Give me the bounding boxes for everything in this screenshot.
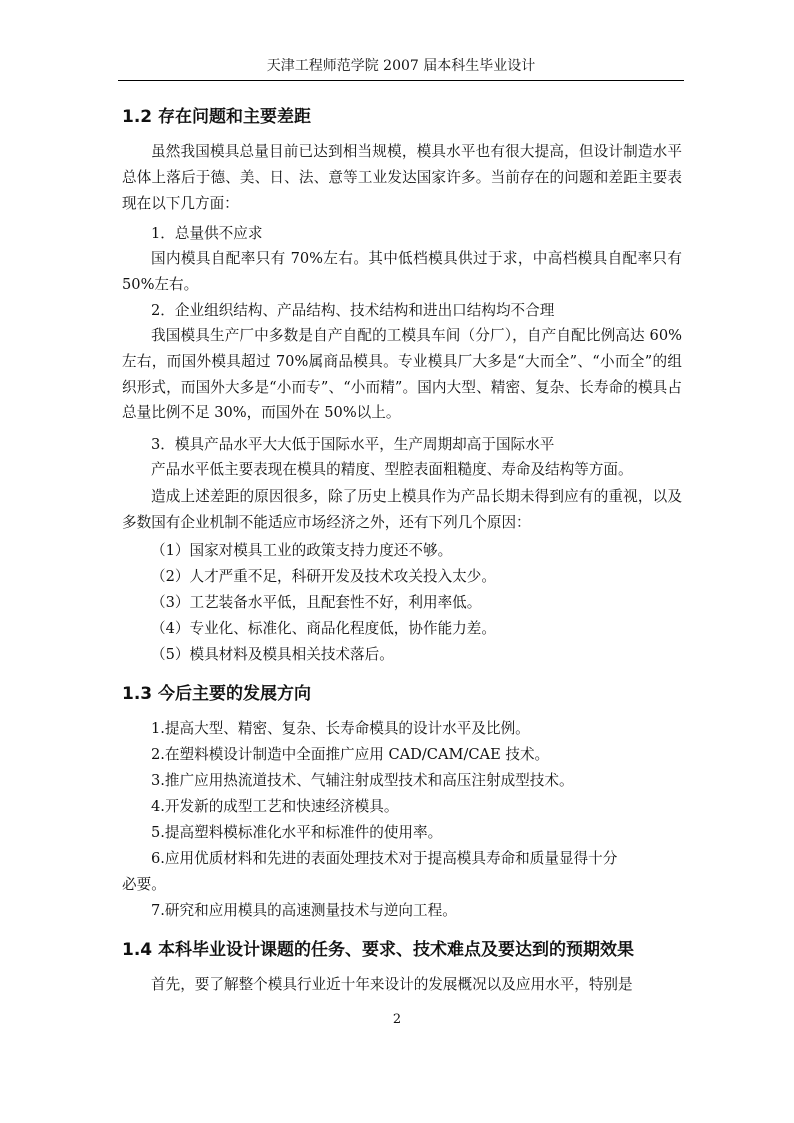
running-header: 天津工程师范学院 2007 届本科生毕业设计 [266, 58, 536, 74]
direction-item-6-line-2: 必要。 [122, 876, 166, 893]
direction-item: 2.在塑料模设计制造中全面推广应用 CAD/CAM/CAE 技术。 [151, 746, 550, 763]
cause-item: （5）模具材料及模具相关技术落后。 [151, 646, 394, 663]
section-1-2-intro: 虽然我国模具总量目前已达到相当规模，模具水平也有很大提高，但设计制造水平总体上落后于德、美、日、法、意等工业发达国家许多。当前存在的问题和差距主要表现在以下几方面： [122, 143, 682, 212]
direction-item: 5.提高塑料模标准化水平和标准件的使用率。 [151, 824, 443, 841]
header-divider [118, 80, 684, 81]
direction-item: 1.提高大型、精密、复杂、长寿命模具的设计水平及比例。 [151, 720, 530, 737]
item-1-body: 国内模具自配率只有 70%左右。其中低档模具供过于求，中高档模具自配率只有 50%左右。 [122, 250, 682, 293]
cause-item: （3）工艺装备水平低，且配套性不好，利用率低。 [151, 594, 482, 611]
item-2-title: 2．企业组织结构、产品结构、技术结构和进出口结构均不合理 [151, 302, 555, 319]
cause-item: （2）人才严重不足，科研开发及技术攻关投入太少。 [151, 568, 496, 585]
causes-intro: 造成上述差距的原因很多，除了历史上模具作为产品长期未得到应有的重视，以及多数国有企业机制不能适应市场经济之外，还有下列几个原因： [122, 488, 682, 531]
direction-item: 3.推广应用热流道技术、气辅注射成型技术和高压注射成型技术。 [151, 772, 574, 789]
direction-item: 7.研究和应用模具的高速测量技术与逆向工程。 [151, 902, 457, 919]
section-1-4-first-line: 首先，要了解整个模具行业近十年来设计的发展概况以及应用水平，特别是 [151, 976, 633, 993]
page-number: 2 [392, 1012, 402, 1027]
section-heading-1-3: 1.3 今后主要的发展方向 [122, 684, 312, 704]
item-3-body: 产品水平低主要表现在模具的精度、型腔表面粗糙度、寿命及结构等方面。 [151, 461, 633, 478]
item-2-body: 我国模具生产厂中多数是自产自配的工模具车间（分厂），自产自配比例高达 60%左右，而国外模具超过 70%属商品模具。专业模具厂大多是“大而全”、“小而全”的组织形式，而国外大多是“小而专”、“小而精”。国内大型、精密、复杂、长寿命的模具占总量比例不足 30%，而国外在 50%以上。 [122, 327, 682, 422]
item-1-title: 1．总量供不应求 [151, 225, 263, 242]
section-heading-1-4: 1.4 本科毕业设计课题的任务、要求、技术难点及要达到的预期效果 [122, 940, 635, 960]
item-3-title: 3．模具产品水平大大低于国际水平，生产周期却高于国际水平 [151, 436, 555, 453]
cause-item: （1）国家对模具工业的政策支持力度还不够。 [151, 542, 453, 559]
direction-item: 4.开发新的成型工艺和快速经济模具。 [151, 798, 399, 815]
section-heading-1-2: 1.2 存在问题和主要差距 [122, 107, 312, 127]
direction-item-6-line-1: 6.应用优质材料和先进的表面处理技术对于提高模具寿命和质量显得十分 [151, 850, 618, 867]
cause-item: （4）专业化、标准化、商品化程度低，协作能力差。 [151, 620, 496, 637]
